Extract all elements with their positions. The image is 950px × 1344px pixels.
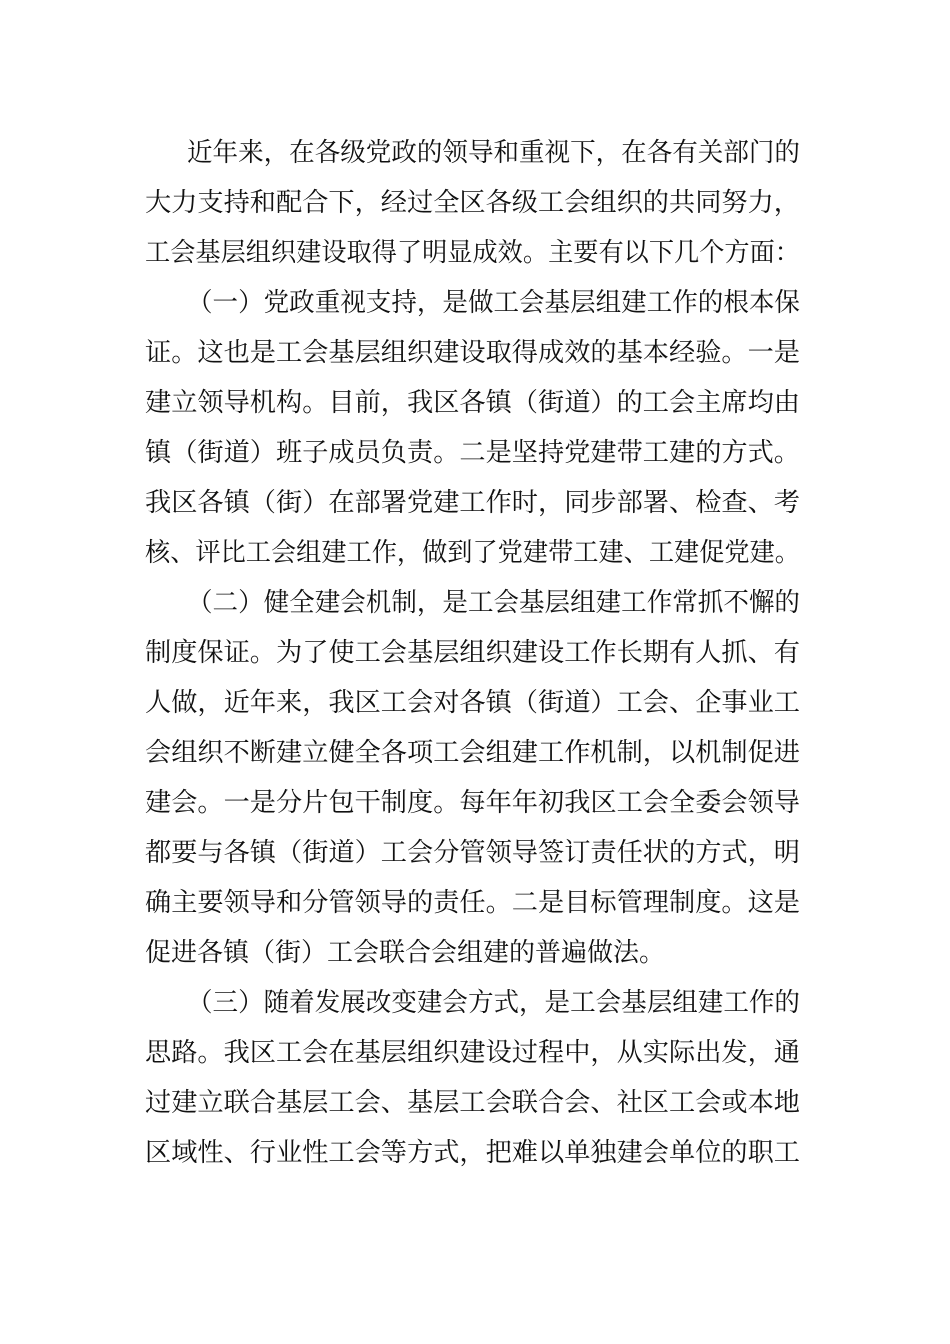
paragraph-4-line-1: （三）随着发展改变建会方式，是工会基层组建工作的: [187, 988, 800, 1018]
paragraph-2-line-4: 镇（街道）班子成员负责。二是坚持党建带工建的方式。: [145, 438, 801, 468]
paragraph-4-line-3: 过建立联合基层工会、基层工会联合会、社区工会或本地: [145, 1088, 801, 1118]
paragraph-2-line-1: （一）党政重视支持，是做工会基层组建工作的根本保: [187, 288, 800, 318]
paragraph-3-line-3: 人做，近年来，我区工会对各镇（街道）工会、企事业工: [145, 688, 801, 718]
paragraph-3-line-8: 促进各镇（街）工会联合会组建的普遍做法。: [145, 938, 666, 968]
paragraph-1-line-1: 近年来，在各级党政的领导和重视下，在各有关部门的: [187, 138, 800, 168]
paragraph-3-line-4: 会组织不断建立健全各项工会组建工作机制，以机制促进: [145, 738, 801, 768]
paragraph-4-line-4: 区域性、行业性工会等方式，把难以单独建会单位的职工: [145, 1138, 801, 1168]
paragraph-3-line-5: 建会。一是分片包干制度。每年年初我区工会全委会领导: [145, 788, 801, 818]
paragraph-1-line-3: 工会基层组织建设取得了明显成效。主要有以下几个方面：: [145, 238, 800, 268]
paragraph-2-line-6: 核、评比工会组建工作，做到了党建带工建、工建促党建。: [145, 538, 800, 568]
paragraph-2-line-3: 建立领导机构。目前，我区各镇（街道）的工会主席均由: [145, 388, 801, 418]
paragraph-1-line-2: 大力支持和配合下，经过全区各级工会组织的共同努力，: [145, 188, 801, 218]
paragraph-3-line-1: （二）健全建会机制，是工会基层组建工作常抓不懈的: [187, 588, 800, 618]
paragraph-3-line-2: 制度保证。为了使工会基层组织建设工作长期有人抓、有: [145, 638, 801, 668]
paragraph-2-line-2: 证。这也是工会基层组织建设取得成效的基本经验。一是: [145, 338, 801, 368]
paragraph-2-line-5: 我区各镇（街）在部署党建工作时，同步部署、检查、考: [145, 488, 801, 518]
paragraph-3-line-6: 都要与各镇（街道）工会分管领导签订责任状的方式，明: [145, 838, 801, 868]
paragraph-3-line-7: 确主要领导和分管领导的责任。二是目标管理制度。这是: [145, 888, 801, 918]
paragraph-4-line-2: 思路。我区工会在基层组织建设过程中，从实际出发，通: [145, 1038, 801, 1068]
